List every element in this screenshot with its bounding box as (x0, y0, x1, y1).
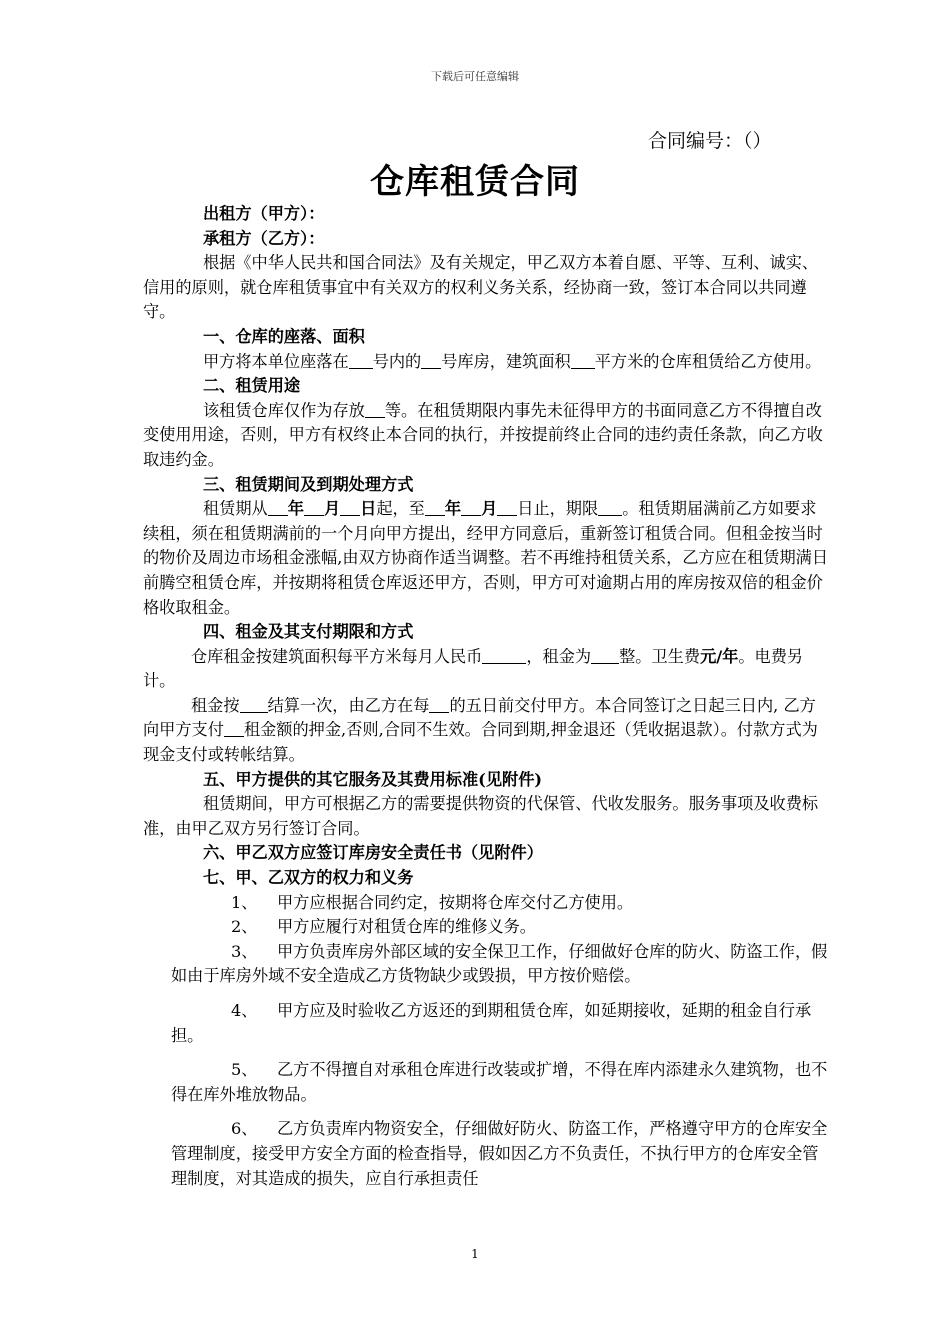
contract-number: 合同编号：（） (648, 130, 772, 152)
list-item: 5、 乙方不得擅自对承租仓库进行改装或扩增，不得在库内添建永久建筑物，也不得在库外堆放物品。 (171, 1060, 828, 1104)
lessor-line: 出租方（甲方）： (203, 204, 325, 223)
blank-field (591, 645, 619, 664)
blank-field (482, 645, 526, 664)
section-2-heading: 二、租赁用途 (203, 376, 301, 396)
list-item: 6、 乙方负责库内物资安全，仔细做好防火、防盗工作，严格遵守甲方的仓库安全管理制度，接受甲方安全方面的检查指导，假如因乙方不负责任，不执行甲方的仓库安全管理制度，对其造成的损失，应自行承担责任 (171, 1119, 828, 1188)
section-1-paragraph: 甲方将本单位座落在 号内的 号库房，建筑面积 平方米的仓库租赁给乙方使用。 (203, 351, 822, 371)
blank-field (268, 497, 288, 516)
header-note: 下载后可任意编辑 (431, 70, 519, 83)
blank-field (340, 497, 360, 516)
blank-field (365, 399, 385, 418)
blank-field (224, 718, 244, 737)
section-3-heading: 三、租赁期间及到期处理方式 (203, 474, 414, 494)
section-2-paragraph: 该租赁仓库仅作为存放 等。在租赁期限内事先未征得甲方的书面同意乙方不得擅自改变使用用途，否则，甲方有权终止本合同的执行，并按提前终止合同的违约责任条款，向乙方收取违约金。 (143, 400, 823, 469)
blank-field (571, 350, 595, 369)
blank-field (304, 497, 324, 516)
list-item: 4、 甲方应及时验收乙方返还的到期租赁仓库，如延期接收，延期的租金自行承担。 (171, 1001, 812, 1045)
section-4-heading: 四、租金及其支付期限和方式 (203, 622, 414, 642)
blank-field (421, 350, 441, 369)
blank-field (497, 497, 517, 516)
blank-field (240, 694, 268, 713)
blank-field (598, 497, 622, 516)
section-7-heading: 七、甲、乙双方的权力和义务 (203, 868, 414, 888)
section-1-heading: 一、仓库的座落、面积 (203, 326, 365, 346)
lessee-line: 承租方（乙方）： (203, 228, 325, 248)
section-4-paragraph-1: 仓库租金按建筑面积每平方米每月人民币 ，租金为 整。卫生费元/年。电费另计。 (143, 646, 804, 691)
intro-paragraph: 根据《中华人民共和国合同法》及有关规定，甲乙双方本着自愿、平等、互利、诚实、信用的原则，就仓库租赁事宜中有关双方的权利义务关系，经协商一致，签订本合同以共同遵守。 (143, 253, 819, 322)
section-5-heading: 五、甲方提供的其它服务及其费用标准(见附件) (203, 769, 543, 789)
blank-field (461, 497, 481, 516)
blank-field (425, 497, 445, 516)
blank-field (349, 350, 373, 369)
section-6-heading: 六、甲乙双方应签订库房安全责任书（见附件） (203, 843, 543, 863)
contract-body (143, 202, 829, 1191)
list-item: 1、 甲方应根据合同约定，按期将仓库交付乙方使用。 (231, 892, 634, 912)
document-title: 仓库租赁合同 (370, 162, 580, 202)
section-5-paragraph: 租赁期间，甲方可根据乙方的需要提供物资的代保管、代收发服务。服务事项及收费标准，由甲乙双方另行签订合同。 (143, 794, 819, 838)
page-number: 1 (471, 1247, 479, 1261)
section-4-paragraph-2: 租金按 结算一次，由乙方在每 的五日前交付甲方。本合同签订之日起三日内, 乙方向甲方支付 租金额的押金,否则,合同不生效。合同到期,押金退还（凭收据退款）。付款方式为现金支付或转帐结算。 (143, 695, 818, 765)
section-3-paragraph: 租赁期从 年 月 日起，至 年 月 日止，期限 。租赁期届满前乙方如要求续租，须在租赁期满前的一个月向甲方提出，经甲方同意后，重新签订租赁合同。但租金按当时的物价及周边市场租金涨幅,由双方协商作适当调整。若不再维持租赁关系，乙方应在租赁期满日前腾空租赁仓库，并按期将租赁仓库返还甲方，否则，甲方可对逾期占用的库房按双倍的租金价格收取租金。 (143, 499, 829, 617)
blank-field (429, 694, 449, 713)
list-item: 3、 甲方负责库房外部区域的安全保卫工作，仔细做好仓库的防火、防盗工作，假如由于库房外域不安全造成乙方货物缺少或毁损，甲方按价赔偿。 (171, 941, 828, 986)
list-item: 2、 甲方应履行对租赁仓库的维修义务。 (231, 917, 536, 937)
